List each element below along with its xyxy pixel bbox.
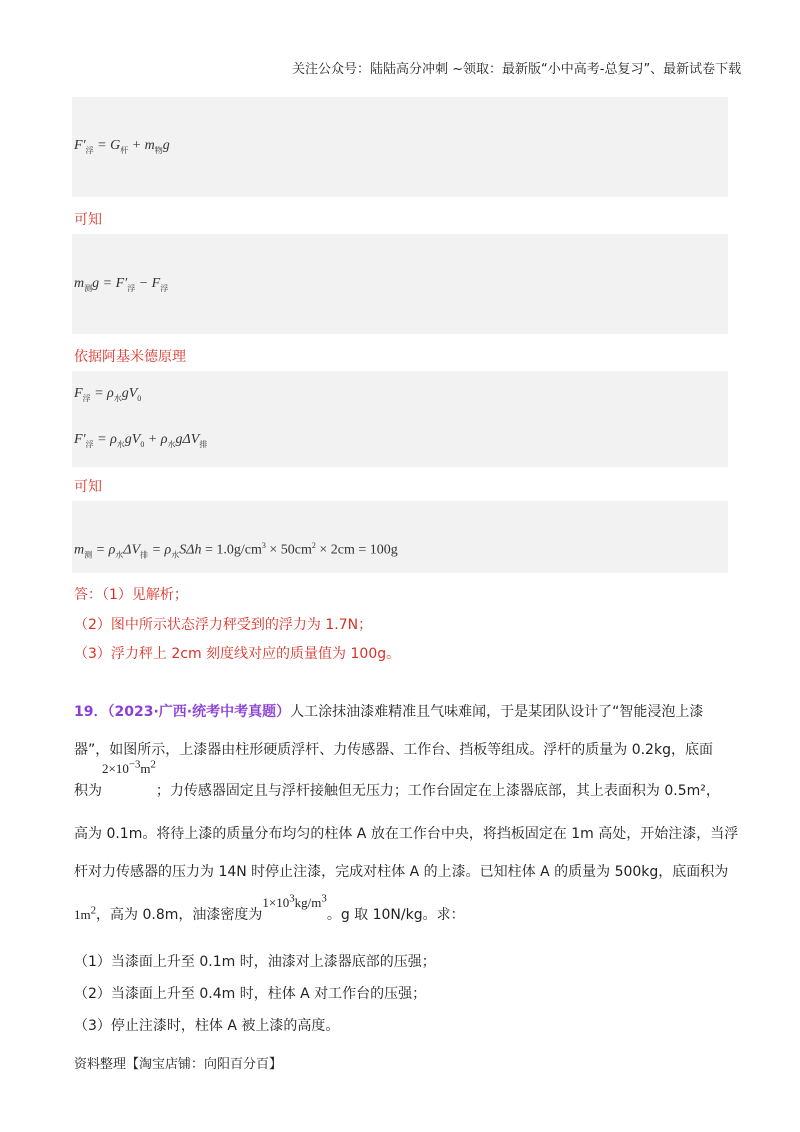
formula-5: $m_测 = \rho_水\Delta V_排 = \rho_水S\Delta h = 1.0g/cm^3 \times 50cm^2 \times 2cm = 100g$ xyxy=(74,541,398,560)
answer-3: （3）浮力秤上 2cm 刻度线对应的质量值为 100g。 xyxy=(74,646,401,662)
formula-2: $m_测g = F'_浮 - F_浮$ xyxy=(74,276,169,293)
question-line-1: 19．（2023·广西·统考中考真题）人工涂抹油漆难精准且气味难闻，于是某团队设计了“智能浸泡上漆 xyxy=(74,704,704,720)
page-header: 关注公众号：陆陆高分冲刺 ~领取：最新版“小中高考-总复习”、最新试卷下载 xyxy=(292,62,742,77)
question-line-2: 器”，如图所示，上漆器由柱形硬质浮杆、力传感器、工作台、挡板等组成。浮杆的质量为 0.2kg，底面 xyxy=(74,742,713,758)
question-line-3: 积为$2\times 10^{-3}m^2$；力传感器固定且与浮杆接触但无压力；工作台固定在上漆器底部，其上表面积为 0.5m²， xyxy=(74,758,720,799)
question-line-5: 杆对力传感器的压力为 14N 时停止注漆，完成对柱体 A 的上漆。已知柱体 A 的质量为 500kg，底面积为 xyxy=(74,864,729,880)
sub-question-1: （1）当漆面上升至 0.1m 时，油漆对上漆器底部的压强； xyxy=(74,954,436,970)
question-source-tag: （2023·广西·统考中考真题） xyxy=(107,704,291,720)
formula-1: $F'_浮 = G_杆 + m_物g$ xyxy=(74,138,170,155)
label-archimedes: 依据阿基米德原理 xyxy=(74,349,186,365)
sub-question-2: （2）当漆面上升至 0.4m 时，柱体 A 对工作台的压强； xyxy=(74,986,427,1002)
label-kezhi-1: 可知 xyxy=(74,212,102,228)
question-line-4: 高为 0.1m。将待上漆的质量分布均匀的柱体 A 放在工作台中央，将挡板固定在 1m 高处，开始注漆，当浮 xyxy=(74,826,739,842)
question-number: 19． xyxy=(74,704,108,720)
formula-box-2 xyxy=(72,234,728,334)
formula-box-3 xyxy=(72,371,728,467)
formula-box-4 xyxy=(72,501,728,573)
answer-2: （2）图中所示状态浮力秤受到的浮力为 1.7N； xyxy=(74,617,373,633)
formula-3: $F_浮 = \rho_水gV_0$ xyxy=(74,386,142,403)
question-line-6: $1m^2$，高为 0.8m，油漆密度为$1\times 10^3kg/m^3$。g 取 10N/kg。求： xyxy=(74,892,465,923)
page-footer: 资料整理【淘宝店铺：向阳百分百】 xyxy=(74,1057,283,1072)
formula-box-1 xyxy=(72,97,728,197)
formula-4: $F'_浮 = \rho_水gV_0 + \rho_水g\Delta V_排$ xyxy=(74,432,208,449)
sub-question-3: （3）停止注漆时，柱体 A 被上漆的高度。 xyxy=(74,1018,340,1034)
label-kezhi-2: 可知 xyxy=(74,479,102,495)
answer-1: 答：（1）见解析； xyxy=(74,587,188,603)
